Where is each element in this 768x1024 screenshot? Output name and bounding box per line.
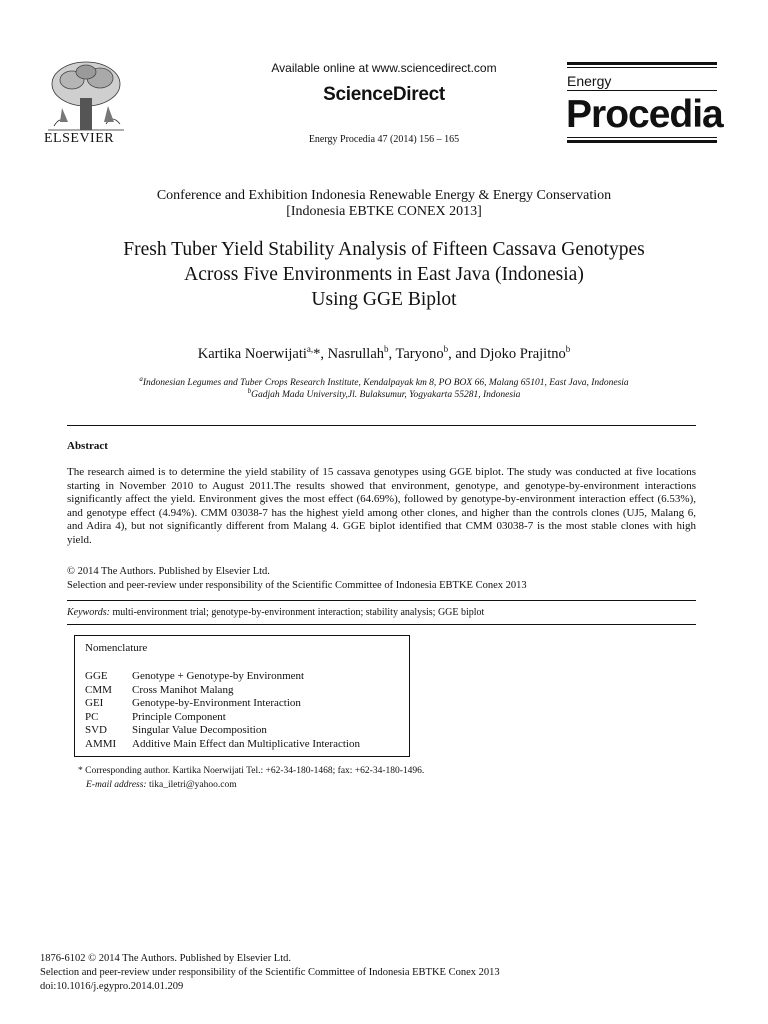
nomenclature-def: Genotype-by-Environment Interaction (132, 697, 301, 709)
title-line-1: Fresh Tuber Yield Stability Analysis of Fifteen Cassava Genotypes (123, 239, 645, 260)
nomenclature-item (85, 711, 360, 725)
nomenclature-def: Principle Component (132, 710, 226, 723)
journal-logo-rule-top-thin (567, 67, 717, 68)
title-line-3: Using GGE Biplot (311, 289, 457, 310)
nomenclature-abbr: PC (85, 710, 99, 723)
journal-logo-rule-mid (567, 90, 717, 91)
author-2: , Nasrullah (320, 345, 385, 362)
journal-logo-energy: Energy (567, 73, 612, 89)
nomenclature-abbr: GGE (85, 670, 108, 682)
bottom-peer-review-line: Selection and peer-review under responsibility of the Scientific Committee of Indonesia EBTKE Conex 2013 (40, 967, 500, 978)
keywords-label: Keywords: (67, 607, 110, 618)
copyright-line: © 2014 The Authors. Published by Elsevier Ltd. (67, 566, 270, 577)
affiliation-b (0, 387, 768, 400)
nomenclature-item (85, 724, 360, 738)
journal-logo-rule-top (567, 62, 717, 65)
author-2-affil: b (384, 344, 389, 354)
journal-logo-rule-bottom-thin (567, 137, 717, 138)
nomenclature-box (74, 635, 410, 757)
author-4-affil: b (565, 344, 571, 354)
corresponding-author-footnote: * Corresponding author. Kartika Noerwijati Tel.: +62-34-180-1468; fax: +62-34-180-1496. (78, 766, 425, 776)
abstract-heading: Abstract (67, 440, 108, 452)
sciencedirect-brand: ScienceDirect (323, 84, 445, 105)
nomenclature-def: Genotype + Genotype-by Environment (132, 670, 305, 682)
abstract-divider-top (67, 425, 696, 426)
conference-name (0, 188, 768, 220)
nomenclature-title: Nomenclature (85, 642, 148, 654)
available-online-text: Available online at www.sciencedirect.com (271, 61, 497, 75)
author-1: Kartika Noerwijati (197, 345, 307, 362)
nomenclature-def: Cross Manihot Malang (132, 683, 234, 696)
nomenclature-def: Additive Main Effect dan Multiplicative Interaction (132, 737, 360, 750)
doi-link[interactable]: doi:10.1016/j.egypro.2014.01.209 (40, 981, 184, 992)
paper-title (60, 237, 708, 312)
abstract-body: The research aimed is to determine the yield stability of 15 cassava genotypes using GGE biplot. The study was conducted at five locations starting in November 2010 to August 2011.The results showed that environment, genotype, and genotype-by-environment interactions significantly affect the yield. Environment gives the most effect (64.69%), followed by genotype-by-environment interaction effect (6.53%), and genotype effect (4.94%). CMM 03038-7 has the highest yield among other clones, and higher than the controls clones (UJ5, Malang 6, and Adira 4), but not significantly different from Malang 4. GGE biplot identified that CMM 03038-7 is the most stable clones with high yield. (67, 466, 696, 546)
journal-citation: Energy Procedia 47 (2014) 156 – 165 (308, 134, 460, 145)
nomenclature-item (85, 738, 360, 752)
nomenclature-item (85, 670, 360, 684)
keywords-text: multi-environment trial; genotype-by-environment interaction; stability analysis; GGE biplot (109, 607, 485, 618)
nomenclature-abbr: SVD (85, 724, 108, 736)
author-list (0, 344, 768, 363)
author-3: , Taryono (388, 345, 444, 362)
nomenclature-abbr: AMMI (85, 737, 117, 750)
nomenclature-item (85, 684, 360, 698)
issn-line: 1876-6102 © 2014 The Authors. Published by Elsevier Ltd. (40, 953, 292, 964)
nomenclature-abbr: CMM (85, 683, 112, 696)
email-address[interactable]: tika_iletri@yahoo.com (146, 780, 237, 790)
journal-logo-rule-bottom (567, 140, 717, 143)
affiliation-b-mark: b (247, 387, 252, 395)
abstract-copyright (67, 565, 696, 592)
author-1-affil: a, (306, 344, 314, 354)
journal-logo-procedia: Procedia (566, 93, 723, 136)
peer-review-line: Selection and peer-review under responsibility of the Scientific Committee of Indonesia EBTKE Conex 2013 (67, 579, 527, 591)
elsevier-logo-text: ELSEVIER (44, 131, 115, 146)
email-label: E-mail address: (86, 780, 147, 790)
keywords-divider-bottom (67, 624, 696, 625)
affiliation-a-mark: a (139, 375, 143, 383)
nomenclature-abbr: GEI (85, 697, 104, 709)
nomenclature-def: Singular Value Decomposition (132, 724, 267, 736)
author-4: , and Djoko Prajitno (448, 345, 566, 362)
affiliation-b-text: Gadjah Mada University,Jl. Bulaksumur, Yogyakarta 55281, Indonesia (251, 390, 521, 401)
author-3-affil: b (443, 344, 449, 354)
nomenclature-list (85, 670, 360, 751)
nomenclature-item (85, 697, 360, 711)
email-footnote (86, 780, 237, 790)
corresponding-marker: * (313, 345, 321, 362)
keywords (67, 607, 484, 618)
conference-line-2: [Indonesia EBTKE CONEX 2013] (286, 204, 482, 219)
title-line-2: Across Five Environments in East Java (Indonesia) (184, 264, 584, 285)
keywords-divider-top (67, 600, 696, 601)
conference-line-1: Conference and Exhibition Indonesia Renewable Energy & Energy Conservation (156, 188, 612, 203)
affiliation-a-text: Indonesian Legumes and Tuber Crops Research Institute, Kendalpayak km 8, PO BOX 66, Malang 65101, East Java, Indonesia (142, 378, 629, 389)
